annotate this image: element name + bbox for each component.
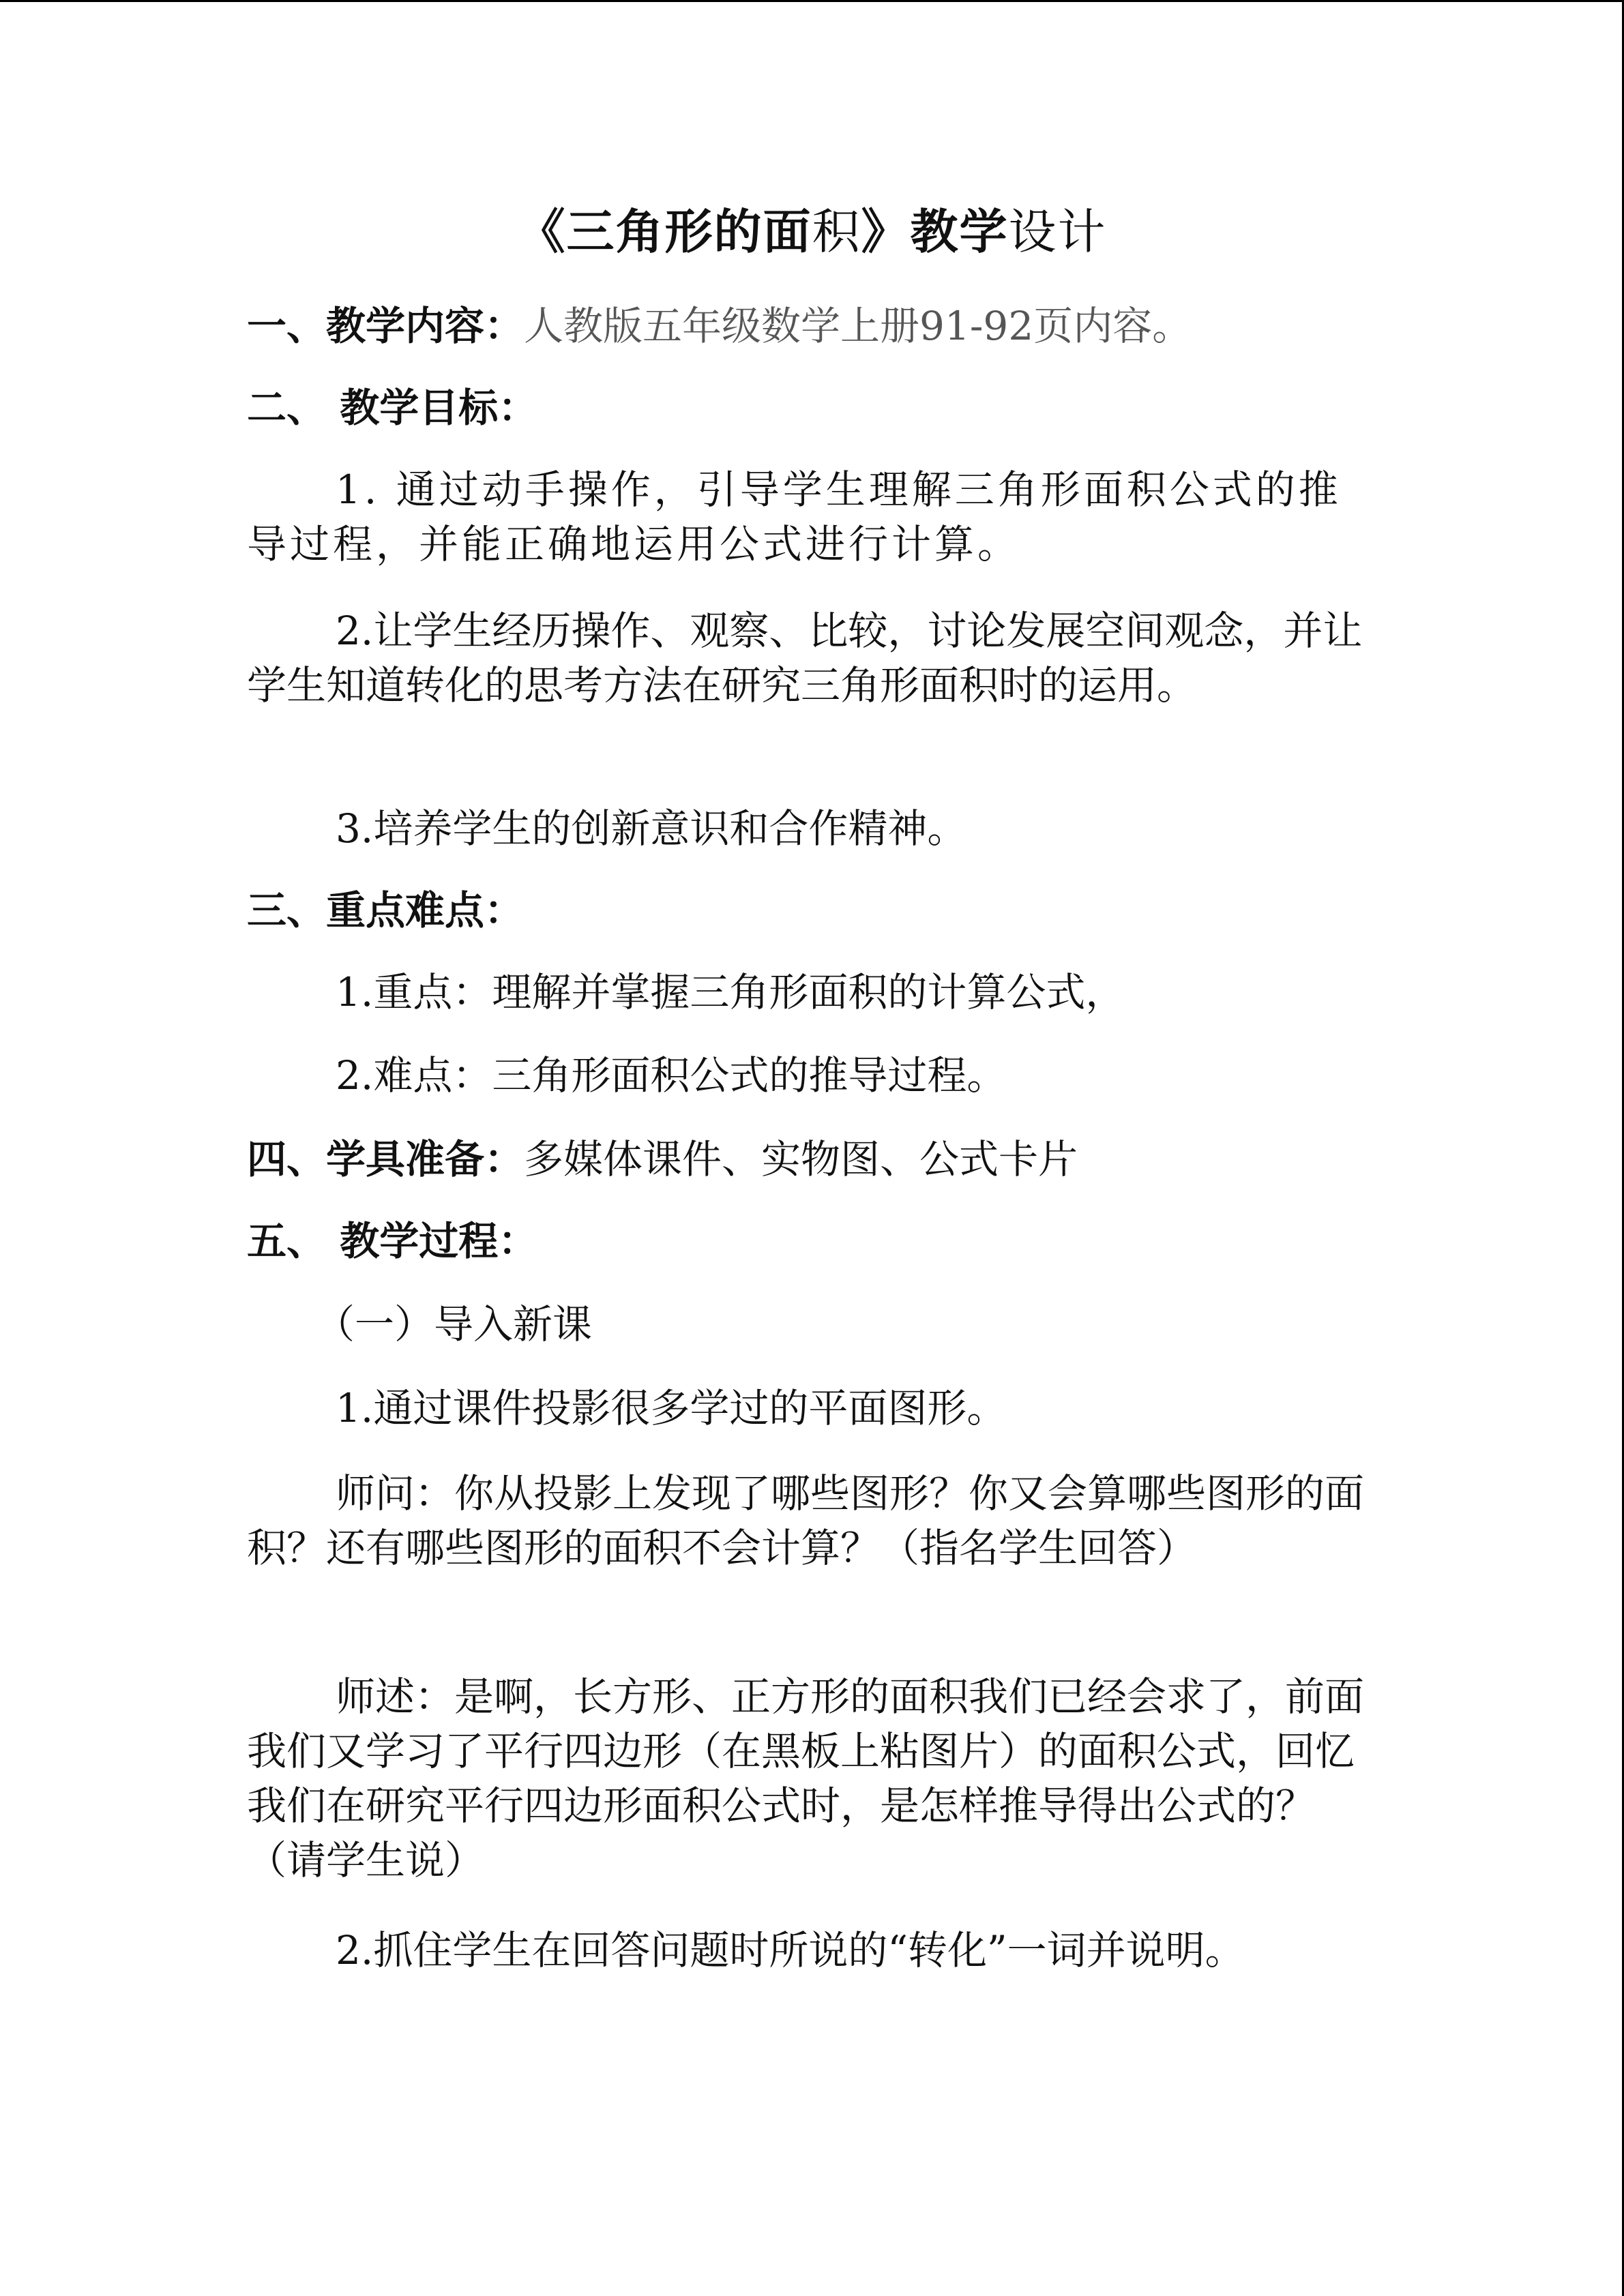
title-bold-part-2: 教学 [910, 203, 1009, 260]
title-normal-part: 积 [812, 204, 861, 260]
difficult-point: 2.难点：三角形面积公式的推导过程。 [336, 1052, 1007, 1099]
section-5-heading: 五、 教学过程： [247, 1218, 538, 1264]
goal-2: 2.让学生经历操作、观察、比较，讨论发展空间观念，并让学生知道转化的思考方法在研究三角形面积时的运用。 [247, 608, 1363, 709]
teacher-question: 师问：你从投影上发现了哪些图形？你又会算哪些图形的面积？还有哪些图形的面积不会计算？（指名学生回答） [247, 1470, 1365, 1571]
title-bold-part: 三角形的面 [566, 203, 812, 260]
title-open-bracket: 《 [517, 203, 567, 260]
section-3-heading: 三、重点难点： [247, 887, 525, 934]
section-teaching-content [247, 299, 1372, 353]
subsection-introduction: （一）导入新课 [315, 1301, 593, 1347]
teacher-statement: 师述：是啊，长方形、正方形的面积我们已经会求了，前面我们又学习了平行四边形（在黑板上粘图片）的面积公式，回忆我们在研究平行四边形面积公式时，是怎样推导得出公式的？（请学生说） [247, 1673, 1365, 1883]
section-4-text: 多媒体课件、实物图、公式卡片 [524, 1136, 1078, 1182]
section-2-heading: 二、 教学目标： [247, 385, 538, 431]
section-1-heading: 一、教学内容： [247, 303, 525, 349]
goal-1: 1. 通过动手操作，引导学生理解三角形面积公式的推导过程，并能正确地运用公式进行计算。 [247, 466, 1342, 567]
document-title [0, 198, 1624, 266]
goal-3: 3.培养学生的创新意识和合作精神。 [336, 805, 967, 852]
section-1-text: 人教版五年级数学上册91-92页内容。 [524, 303, 1192, 349]
key-point: 1.重点：理解并掌握三角形面积的计算公式， [336, 969, 1125, 1015]
title-close-bracket: 》 [861, 203, 911, 260]
section-materials [247, 1132, 1372, 1187]
step-2: 2.抓住学生在回答问题时所说的“转化”一词并说明。 [336, 1927, 1245, 1973]
section-4-heading: 四、学具准备： [247, 1136, 525, 1182]
step-1: 1.通过课件投影很多学过的平面图形。 [336, 1385, 1007, 1431]
title-normal-part-2: 设计 [1008, 204, 1107, 260]
